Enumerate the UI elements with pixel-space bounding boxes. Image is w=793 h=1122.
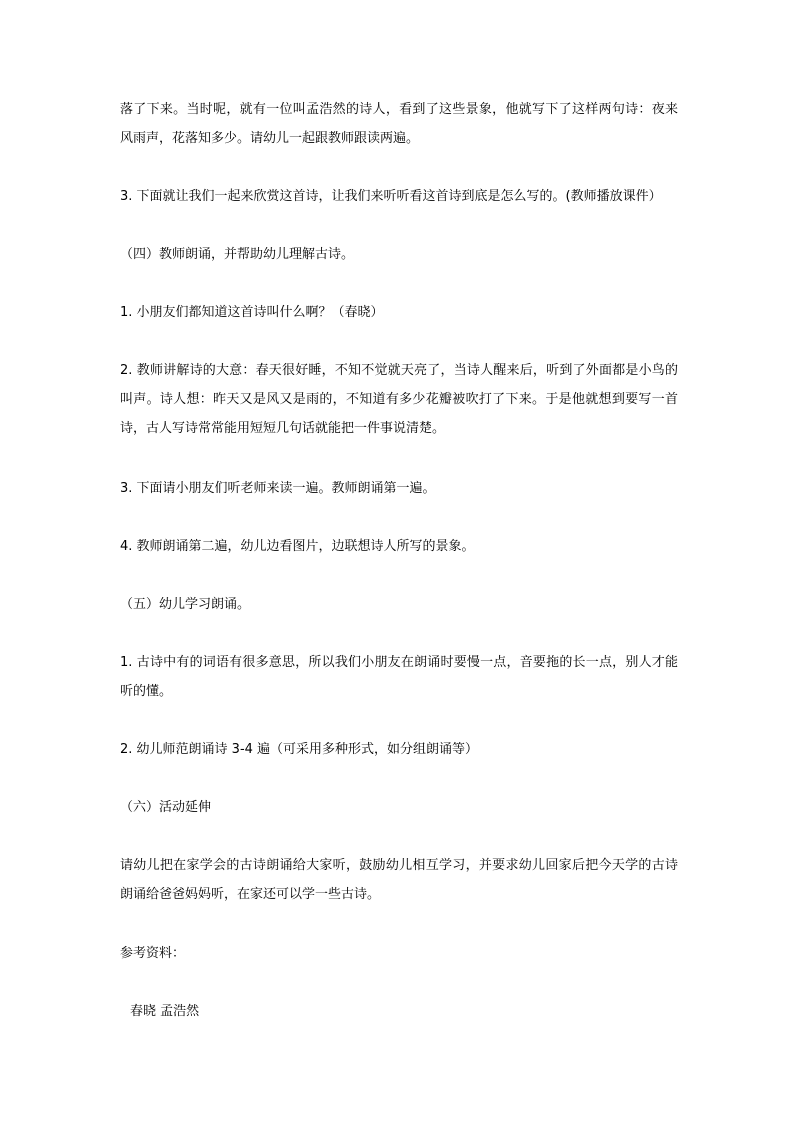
paragraph-recite-2: 2. 幼儿师范朗诵诗 3-4 遍（可采用多种形式，如分组朗诵等） bbox=[120, 742, 479, 757]
section-heading-4: （四）教师朗诵，并帮助幼儿理解古诗。 bbox=[120, 247, 355, 262]
paragraph-question-1: 1. 小朋友们都知道这首诗叫什么啊？（春晓） bbox=[120, 305, 384, 320]
section-heading-6: （六）活动延伸 bbox=[120, 800, 212, 815]
paragraph-recite-1: 1. 古诗中有的词语有很多意思，所以我们小朋友在朗诵时要慢一点，音要拖的长一点，别人才能听的懂。 bbox=[120, 655, 678, 699]
paragraph-extension: 请幼儿把在家学会的古诗朗诵给大家听，鼓励幼儿相互学习，并要求幼儿回家后把今天学的古诗朗诵给爸爸妈妈听，在家还可以学一些古诗。 bbox=[120, 858, 678, 902]
paragraph-intro-continuation: 落了下来。当时呢，就有一位叫孟浩然的诗人，看到了这些景象，他就写下了这样两句诗：夜来风雨声，花落知多少。请幼儿一起跟教师跟读两遍。 bbox=[120, 102, 678, 146]
paragraph-reading-4: 4. 教师朗诵第二遍，幼儿边看图片，边联想诗人所写的景象。 bbox=[120, 539, 475, 554]
paragraph-reading-3: 3. 下面请小朋友们听老师来读一遍。教师朗诵第一遍。 bbox=[120, 481, 436, 496]
paragraph-explanation-2: 2. 教师讲解诗的大意：春天很好睡，不知不觉就天亮了，当诗人醒来后，听到了外面都是小鸟的叫声。诗人想：昨天又是风又是雨的，不知道有多少花瓣被吹打了下来。于是他就想到要写一首诗，古人写诗常常能用短短几句话就能把一件事说清楚。 bbox=[120, 363, 678, 436]
paragraph-step-3-enjoy: 3. 下面就让我们一起来欣赏这首诗，让我们来听听看这首诗到底是怎么写的。(教师播放课件） bbox=[120, 189, 662, 204]
reference-heading: 参考资料： bbox=[120, 946, 186, 961]
poem-title: 春晓 孟浩然 bbox=[130, 1004, 200, 1019]
section-heading-5: （五）幼儿学习朗诵。 bbox=[120, 597, 251, 612]
